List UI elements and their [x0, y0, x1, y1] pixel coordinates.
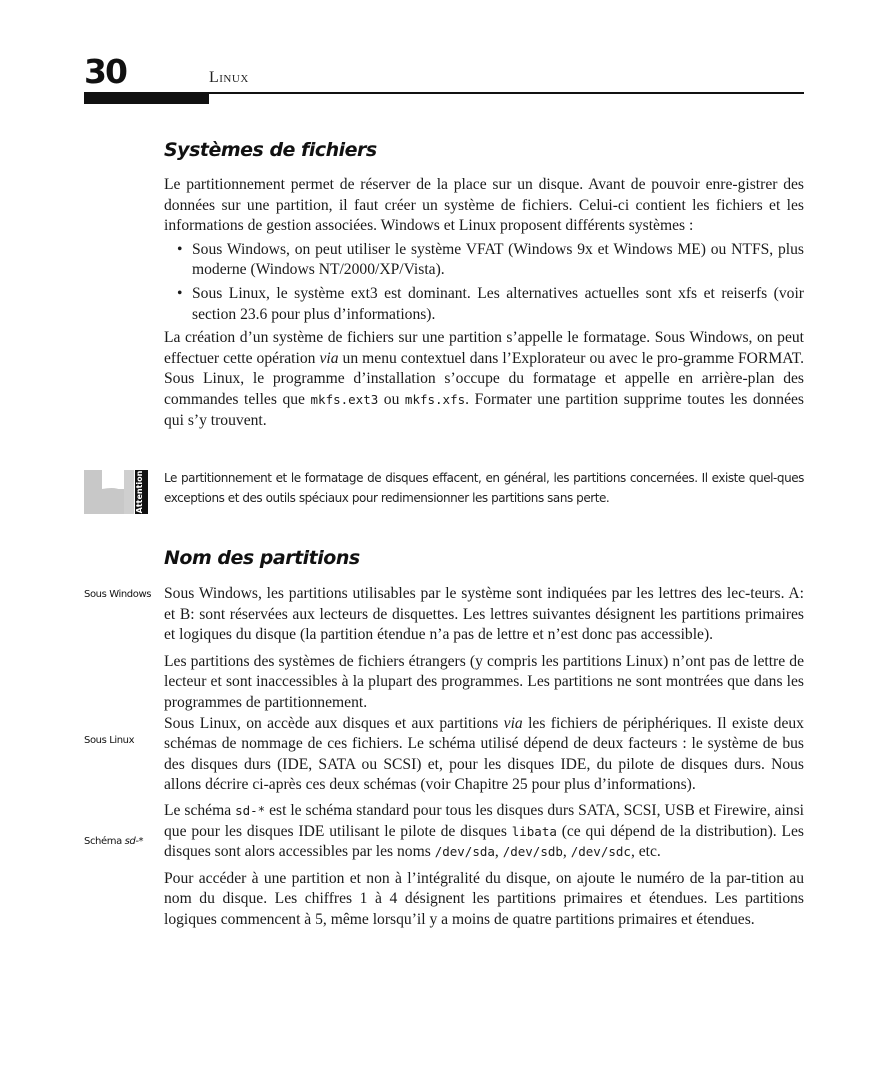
list-item-text: Sous Linux, le système ext3 est dominant. Les alternatives actuelles sont xfs et reiserfs (voir section 23.6 pour plus d’informations). [192, 284, 804, 323]
inline-code: /dev/sda [434, 844, 495, 860]
margin-note-linux: Sous Linux [84, 735, 135, 746]
page-number: 30 [84, 52, 126, 91]
inline-code: /dev/sdb [502, 844, 563, 860]
list-item [164, 240, 804, 281]
section-partition-names-body [164, 584, 804, 931]
section-title-filesystems: Systèmes de fichiers [164, 139, 377, 161]
margin-note-sd: Schéma sd-* [84, 836, 144, 847]
running-head: Linux [209, 69, 249, 86]
paragraph: Sous Linux, on accède aux disques et aux partitions via les fichiers de périphériques. Il existe deux schémas de nommage de ces fichiers. Le schéma utilisé dépend de deux facteurs : le système de bus des disques durs (IDE, SATA ou SCSI) et, pour les disques IDE, du pilote de disques durs. Nous allons décrire ci-après ces deux schémas (voir Chapitre 25 pour plus d’informations). [164, 714, 804, 794]
paragraph: Les partitions des systèmes de fichiers étrangers (y compris les partitions Linux) n’ont pas de lettre de lecteur et sont inaccessibles à la plupart des programmes. Les partitions ne sont montrées que dans les programmes de partitionnement. [164, 652, 804, 711]
attention-icon-label: Attention [135, 470, 144, 514]
paragraph: Sous Windows, les partitions utilisables par le système sont indiquées par les lettres des lec-teurs. A: et B: sont réservées aux lecteurs de disquettes. Les lettres suivantes désignent les partitions primaires et logiques du disque (la partition étendue n’a pas de lettre et n’est donc pas accessible). [164, 585, 804, 644]
section-title-partition-names: Nom des partitions [164, 547, 360, 569]
margin-note-windows: Sous Windows [84, 589, 152, 600]
attention-text: Le partitionnement et le formatage de disques effacent, en général, les partitions concernées. Il existe quel-ques exceptions et des outils spéciaux pour redimensionner les partitions sans perte. [164, 471, 804, 505]
section-filesystems-body [164, 175, 804, 431]
header-bar [84, 94, 209, 104]
inline-code: /dev/sdc [570, 844, 631, 860]
list-item-text: Sous Windows, on peut utiliser le système VFAT (Windows 9x et Windows ME) ou NTFS, plus moderne (Windows NT/2000/XP/Vista). [192, 240, 804, 279]
bullet-icon: • [177, 284, 183, 302]
paragraph: La création d’un système de fichiers sur une partition s’appelle le formatage. Sous Windows, on peut effectuer cette opération via un menu contextuel dans l’Explorateur ou avec le pro-gramme FORMAT. Sous Linux, le programme d’installation s’occupe du formatage et appelle en arrière-plan des commandes telles que mkfs.ext3 ou mkfs.xfs. Formater une partition supprime toutes les données qui s’y trouvent. [164, 329, 804, 429]
inline-code: mkfs.ext3 [310, 391, 379, 407]
attention-icon [84, 467, 150, 517]
paragraph: Pour accéder à une partition et non à l’intégralité du disque, on ajoute le numéro de la par-tition au nom du disque. Les chiffres 1 à 4 désignent les partitions primaires et étendues. Les partitions logiques commencent à 5, même lorsqu’il y a moins de quatre partitions primaires et étendues. [164, 869, 804, 928]
inline-code: mkfs.xfs [404, 391, 466, 407]
paragraph: Le schéma sd-* est le schéma standard pour tous les disques durs SATA, SCSI, USB et Firewire, ainsi que pour les disques IDE utilisant le pilote de disques libata (ce qui dépend de la distribution). Les disques sont alors accessibles par les noms /dev/sda, /dev/sdb, /dev/sdc, etc. [164, 801, 804, 861]
bullet-list [164, 240, 804, 325]
inline-code: libata [511, 823, 557, 839]
bullet-icon: • [177, 240, 183, 258]
inline-code: sd-* [235, 802, 266, 818]
list-item [164, 284, 804, 325]
paragraph: Le partitionnement permet de réserver de la place sur un disque. Avant de pouvoir enre-gistrer des données sur une partition, il faut créer un système de fichiers. Celui-ci contient les fichiers et les informations de gestion associées. Windows et Linux proposent différents systèmes : [164, 176, 804, 235]
